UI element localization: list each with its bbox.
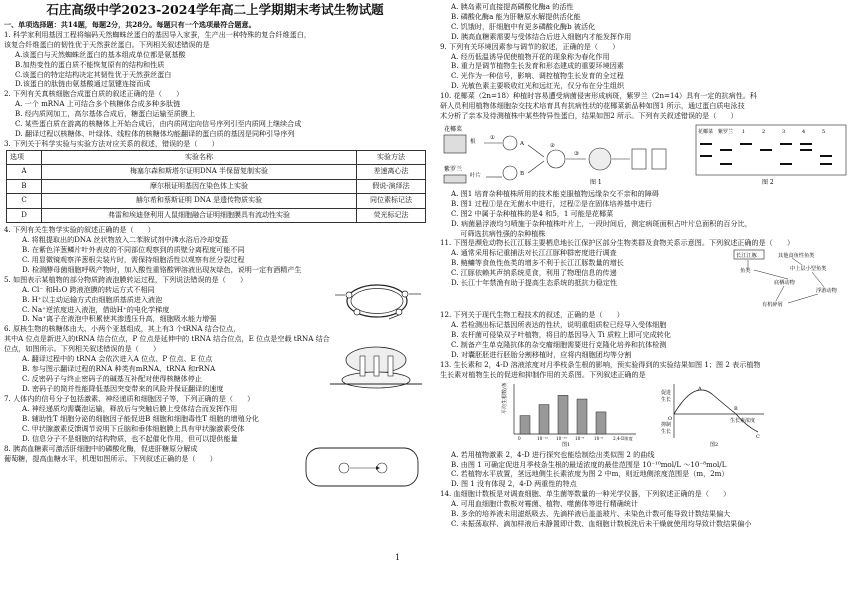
- q6-block: [4, 354, 428, 394]
- root-bar: [539, 404, 549, 433]
- fig2-label: 生长: [661, 428, 672, 435]
- q10-stem-1: 10. 花椰菜（2n=18）种植时容易遭受病菌侵害形成病斑，紫罗兰（2n=14）具有一定的抗病性。科: [440, 91, 758, 101]
- q10-option-a: A. 图1 培育杂种植株所用的技术能克服植物远缘杂交不亲和的障碍: [451, 188, 659, 198]
- fig2-col: 花椰菜: [698, 128, 714, 135]
- q6-stem-2: 其中A 位点是新进入的tRNA 结合位点，P 位点是延伸中的 tRNA 结合位点，E 位点是空载 tRNA 结合: [4, 334, 330, 344]
- fig2-col: 紫罗兰: [718, 128, 734, 135]
- foodweb-node: 长江江豚: [736, 253, 757, 260]
- q13-fig1-bar-chart: [500, 380, 640, 448]
- q10-option-d: D. 病菌悬浮液均匀喷施于杂种植株叶片上，一段时间后，测定病斑面积占叶片总面积的百分比，: [451, 218, 752, 228]
- q1-option-b: B.加热变性的蛋白质不能恢复原有的结构和性质: [15, 59, 165, 69]
- fig2-label: O: [668, 415, 673, 422]
- right-column: [440, 2, 856, 529]
- q13-stem-2: 生长素对植物生长的促进和抑制作用的关系图。下列叙述正确的是: [440, 369, 646, 379]
- ribosome-figure: [326, 344, 424, 394]
- fig2-caption: 图 2: [762, 178, 774, 186]
- fig1-label: ①: [490, 134, 495, 141]
- fig1-label: 花椰菜: [444, 125, 463, 133]
- q14-option-b: B. 多余的培养液未用滤纸吸去、先滴样液后盖盖玻片、未染色计数可能导致计数结果偏大: [451, 509, 731, 519]
- q12-option-b: B. 农杆菌可侵染双子叶植物，将目的基因导入 Ti 质粒上即可完成转化: [451, 330, 671, 340]
- q1-stem-2: 该复合纤维蛋白的韧性优于天然蚕丝蛋白。下列相关叙述错误的是: [4, 39, 210, 49]
- page-number: 1: [395, 553, 401, 562]
- q11-block: [440, 248, 856, 310]
- fig1-caption: 图 1: [590, 178, 602, 186]
- table-row: [7, 165, 426, 180]
- q6-option-a: A. 翻译过程中的 tRNA 会依次进入A 位点、P 位点、E 位点: [22, 354, 213, 364]
- q9-option-d: D. 光敏色素主要吸收红光和远红光，仅分布在分生组织: [451, 81, 625, 91]
- fig1-label: 根: [470, 138, 476, 145]
- q7-option-d: D. 信息分子不是细胞的结构物质，也不起催化作用，但可以提供能量: [22, 433, 238, 443]
- q12-stem: 12. 下列关于现代生物工程技术的叙述，正确的是（ ）: [440, 310, 624, 320]
- q5-option-c: C. Na⁺逆浓度进入液泡，借助H⁺的电化学梯度: [22, 304, 170, 314]
- table-header-row: [7, 150, 426, 165]
- q11-options: [440, 248, 732, 288]
- table-cell: D: [7, 208, 42, 223]
- table-cell: 弗雷和埃迪登利用人鼠细胞融合证明细胞膜具有流动性实验: [42, 208, 357, 223]
- fig2-label: 抑制: [661, 421, 672, 428]
- q12-option-a: A. 若检测出标记基因所表达的性状，说明重组质粒已经导入受体细胞: [451, 320, 667, 330]
- fig1-caption: 图1: [562, 441, 571, 448]
- foodweb-node: 其他食鱼性鱼类: [778, 253, 815, 260]
- q13-option-b: B. 由图 1 可确定促进月季枝条生根的最适浓度的最佳范围是 10⁻¹⁰mol/L ～10⁻⁸mol/L: [451, 459, 727, 469]
- fig1-label: ③: [574, 150, 579, 157]
- q8-block: [4, 444, 428, 488]
- root-bar: [520, 415, 530, 433]
- q8-option-a: A. 胰岛素可直接提高磷酸化酶a 的活性: [451, 2, 574, 11]
- q13-option-a: A. 若用植物激素 2，4-D 进行探究也能绘制绘出类似图 2 的曲线: [451, 449, 655, 459]
- q13-stem-1: 13. 生长素和 2，4-D 溶液浓度对月季枝条生根的影响，预实验得到的实验结果如图 1；图 2 表示植物: [440, 359, 761, 369]
- table-cell: A: [7, 165, 42, 180]
- q2-option-d: D. 翻译过程以核糖体、叶绿体、线粒体的核糖体均能翻译的蛋白质的基因是同种引导序列: [15, 128, 295, 138]
- table-cell: 假说-演绎法: [357, 179, 426, 194]
- q12-option-c: C. 制备产生单克隆抗体的杂交瘤细胞需要进行克隆化培养和抗体检测: [451, 340, 667, 350]
- q5-stem: 5. 如图表示某植物的部分物质跨液泡膜转运过程，下列说法错误的是（ ）: [4, 274, 248, 284]
- q8-stem-block: [4, 444, 304, 464]
- q9-stem: 9. 下列有关环境因素参与调节的叙述，正确的是（ ）: [440, 41, 620, 51]
- q13-fig2-curve: [660, 380, 770, 448]
- q4-stem: 4. 下列有关生物学实验的叙述正确的是（ ）: [4, 225, 155, 235]
- table-row: [7, 194, 426, 209]
- fig1-label: A: [520, 140, 524, 147]
- q1-option-d: D.该蛋白的肽链由氨基酸通过氢键连接而成: [15, 79, 151, 89]
- fig2-label: A: [698, 385, 702, 392]
- section-heading: 一、单项选择题：共14题，每题2分，共28分。每题只有一个选项最符合题意。: [4, 20, 256, 29]
- table-cell: 荧光标记法: [357, 208, 426, 223]
- q4-option-d: D. 检测酵母菌细胞呼吸产物时，加入酸性重铬酸钾溶液出现灰绿色，说明一定有酒精产生: [22, 264, 302, 274]
- q6-option-d: D. 密码子的简并性能降低基因突变带来的风险并保证翻译的速度: [22, 383, 224, 393]
- q7-option-a: A. 神经递质均需囊泡运输，释放后与突触后膜上受体结合而发挥作用: [22, 403, 238, 413]
- q2-option-b: B. 经内质网加工，高尔基体合成后，糖蛋白运输至质膜上: [15, 109, 195, 119]
- q11-option-d: D. 长江十年禁渔有助于提高生态系统的抵抗力稳定性: [451, 278, 618, 288]
- q6-stem-3: 位点，如图所示。下列相关叙述错误的是（ ）: [4, 344, 161, 354]
- q9-option-b: B. 重力是调节植物生长发育和形态建成的重要环境因素: [451, 61, 624, 71]
- root-bar: [577, 399, 587, 434]
- q10-fig2: [690, 121, 850, 187]
- bar-tick-label: 10⁻¹²: [537, 435, 548, 441]
- q7-option-c: C. 甲状腺激素反馈调节说明下丘脑和垂体细胞膜上具有甲状腺激素受体: [22, 423, 245, 433]
- table-header: 选项: [7, 150, 42, 165]
- table-cell: 摩尔根证明基因在染色体上实验: [42, 179, 357, 194]
- q10-option-d-cont: 可筛选抗病性强的杂种植株: [451, 228, 546, 238]
- foodweb-node: 有机碎屑: [762, 302, 783, 309]
- fig2-col: 3: [782, 128, 786, 135]
- q10-stem-2: 研人员利用植物体细胞杂交技术培育具有抗病性状的花椰菜新品种如图1 所示，通过蛋白质电泳技: [440, 101, 745, 111]
- bar-tick-label: 2,4-D浓度: [613, 435, 633, 441]
- q11-stem: 11. 下图是濒危动物长江江豚主要栖息地长江保护区部分生物类群及食物关系示意图。下列叙述正确的是（ ）: [440, 238, 795, 248]
- q3-table: [6, 150, 426, 224]
- q4-option-a: A. 将粗提取出的DNA 丝状物放入二苯胺试剂中沸水浴后冷却变蓝: [22, 235, 229, 245]
- fig2-caption: 图2: [710, 441, 719, 448]
- q6-stem-1: 6. 原核生物的核糖体由大、小两个亚基组成，其上有3 个tRNA 结合位点，: [4, 324, 241, 334]
- foodweb-node: 浮游动物: [816, 288, 837, 295]
- table-row: [7, 208, 426, 223]
- bar-tick-label: 10⁻⁸: [575, 435, 585, 441]
- bar-tick-label: 10⁻⁶: [594, 435, 604, 441]
- q13-figures: [440, 380, 856, 450]
- q7-option-b: B. 辅助性T 细胞分泌的细胞因子能促进B 细胞和细胞毒性T 细胞的增殖分化: [22, 413, 259, 423]
- q10-figures: [440, 121, 856, 189]
- left-column: [4, 20, 428, 488]
- q5-option-a: A. Cl⁻ 和H₂O 跨液泡膜的转运方式不相同: [22, 284, 155, 294]
- vacuole-transport-figure: [329, 277, 424, 323]
- root-bar: [596, 412, 606, 434]
- q11-foodweb-figure: [732, 248, 856, 310]
- q1-stem-1: 1. 科学家利用基因工程将编码天然蜘蛛丝蛋白的基因导入家蚕，生产出一种特殊的复合纤维蛋白，: [4, 29, 311, 39]
- q5-option-b: B. H⁺以主动运输方式由细胞质基质进入液泡: [22, 294, 163, 304]
- exam-title: 石庄高级中学2023-2024学年高二上学期期末考试生物试题: [46, 2, 384, 17]
- q2-option-c: C. 某些蛋白质在游离的核糖体上开始合成后，由内质网定向信号序列引至内质网上继续合成: [15, 119, 302, 129]
- q1-option-a: A.该蛋白与天然蜘蛛丝蛋白的基本组成单位都是氨基酸: [15, 49, 186, 59]
- q12-option-d: D. 对囊胚胚进行胚胎分割移植时，应将内细胞团均等分割: [451, 349, 632, 359]
- foodweb-node: 底栖动物: [774, 280, 795, 287]
- q2-stem: 2. 下列有关真核细胞合成蛋白质的叙述正确的是（ ）: [4, 89, 184, 99]
- q3-stem: 3. 下列关于科学实验与实验方法对应关系的叙述，错误的是（ ）: [4, 138, 219, 148]
- q9-option-c: C. 光作为一种信号，影响、调控植物生长发育的全过程: [451, 71, 624, 81]
- q9-option-a: A. 经历低温诱导促使植物开花的现象称为春化作用: [451, 51, 610, 61]
- table-cell: 同位素标记法: [357, 194, 426, 209]
- table-cell: 赫尔希和蔡斯证明 DNA 是遗传物质实验: [42, 194, 357, 209]
- q2-option-a: A. 一个 mRNA 上可结合多个核糖体合成多种多肽链: [15, 99, 181, 109]
- fig1-label: 紫罗兰: [444, 165, 463, 173]
- q5-options: [4, 285, 329, 325]
- q4-option-b: B. 在紫色洋葱鳞片叶外表皮的不同部位观察到的质壁分离程度可能不同: [22, 245, 245, 255]
- q10-stem-3: 术分析了亲本及待测植株中某些特异性蛋白，结果如图2 所示。下列有关叙述错误的是（ ）: [440, 110, 738, 120]
- table-cell: 梅塞尔森和斯塔尔证明DNA 半保留复制实验: [42, 165, 357, 180]
- q11-option-c: C. 江豚依赖其声纳系统觅食，利用了物理信息的传递: [451, 268, 617, 278]
- q8-option-b: B. 磷酸化酶a 能为肝糖原水解提供活化能: [451, 11, 581, 21]
- q5-block: [4, 285, 428, 325]
- q8-stem-1: 8. 胰高血糖素可激活肝细胞中的磷酸化酶，促进肝糖原分解成: [4, 443, 198, 453]
- q10-fig1: [440, 121, 690, 187]
- q1-option-c: C.该蛋白的特定结构决定其韧性优于天然蚕丝蛋白: [15, 69, 172, 79]
- bar-tick-label: 10⁻¹⁰: [556, 435, 567, 441]
- q4-option-c: C. 用显微镜观察洋葱根尖装片时，需保持细胞活性以观察有丝分裂过程: [22, 255, 245, 264]
- q8-option-c: C. 饥饿时，肝细胞中有更多磷酸化酶b 被活化: [451, 21, 596, 31]
- q14-option-c: C. 未振荡取样、滴加样液后未静置即计数、血细胞计数板洗后未干燥就使用均导致计数结果偏小: [451, 519, 752, 528]
- fig2-label: 生长素浓度: [730, 417, 756, 424]
- q10-option-c: C. 图2 中属于杂种植株的是4 和5，1 可能是花椰菜: [451, 208, 614, 218]
- table-cell: 差速离心法: [357, 165, 426, 180]
- glycogen-mechanism-figure: [304, 444, 422, 488]
- q13-option-c: C. 若植物水平放置，茎远地侧生长素浓度为图 2 中m，则近地侧浓度范围是（m，2m）: [451, 469, 729, 479]
- fig2-col: 4: [802, 128, 806, 135]
- q6-options: [4, 354, 326, 394]
- bar-tick-label: 0: [518, 435, 521, 441]
- fig1-label: B: [520, 170, 525, 177]
- foodweb-node: 中上层小型鱼类: [790, 266, 827, 273]
- q10-option-b: B. 图1 过程①是在无菌水中进行，过程②是在固体培养基中进行: [451, 198, 652, 208]
- fig1-ylabel: 平均生根数/条: [502, 381, 508, 414]
- fig2-label: 促进: [661, 389, 672, 396]
- table-cell: B: [7, 179, 42, 194]
- q5-option-d: D. Na⁺离子在液泡中积累使其渗透压升高，细胞吸水能力增强: [22, 314, 217, 324]
- fig2-col: 1: [742, 128, 746, 135]
- q13-option-d: D. 图 1 没有体现 2，4-D 两重性的特点: [451, 479, 577, 489]
- q6-option-b: B. 参与图示翻译过程的RNA 种类有mRNA、tRNA 和rRNA: [22, 363, 216, 373]
- fig2-col: 5: [822, 128, 826, 135]
- q11-option-a: A. 通常采用标记重捕法对长江江豚种群密度进行调查: [451, 248, 617, 258]
- table-header: 实验名称: [42, 150, 357, 165]
- foodweb-node: 鱼类: [740, 268, 751, 275]
- fig2-label: C: [756, 433, 760, 440]
- root-bar: [558, 395, 568, 434]
- fig2-col: 2: [762, 128, 766, 135]
- q8-option-d: D. 胰高血糖素需要与受体结合后进入细胞内才能发挥作用: [451, 31, 632, 41]
- fig2-label: 生长: [661, 396, 672, 403]
- q8-stem-2: 葡萄糖，提高血糖水平，机理如图所示。下列叙述正确的是（ ）: [4, 453, 217, 463]
- fig1-label: 叶片: [470, 172, 482, 179]
- q11-option-b: B. 鲢鳙等食鱼性鱼类的增多不利于长江江豚数量的增长: [451, 258, 624, 268]
- q14-stem: 14. 血细胞计数板是对调查细胞、单生菌等数量的一种光学仪器，下列叙述正确的是（ ）: [440, 489, 731, 499]
- q6-option-c: C. 反密码子与终止密码子的碱基互补配对使得核糖体停止: [22, 373, 202, 383]
- fig1-label: ②: [550, 142, 555, 149]
- q14-option-a: A. 可用血细胞计数板对霉菌、植物、噬菌体等进行精确统计: [451, 499, 638, 509]
- q7-stem: 7. 人体内的信号分子包括激素、神经递质和细胞因子等，下列正确的是（ ）: [4, 394, 255, 404]
- fig2-label: B: [734, 405, 738, 412]
- table-row: [7, 179, 426, 194]
- table-header: 实验方法: [357, 150, 426, 165]
- table-cell: C: [7, 194, 42, 209]
